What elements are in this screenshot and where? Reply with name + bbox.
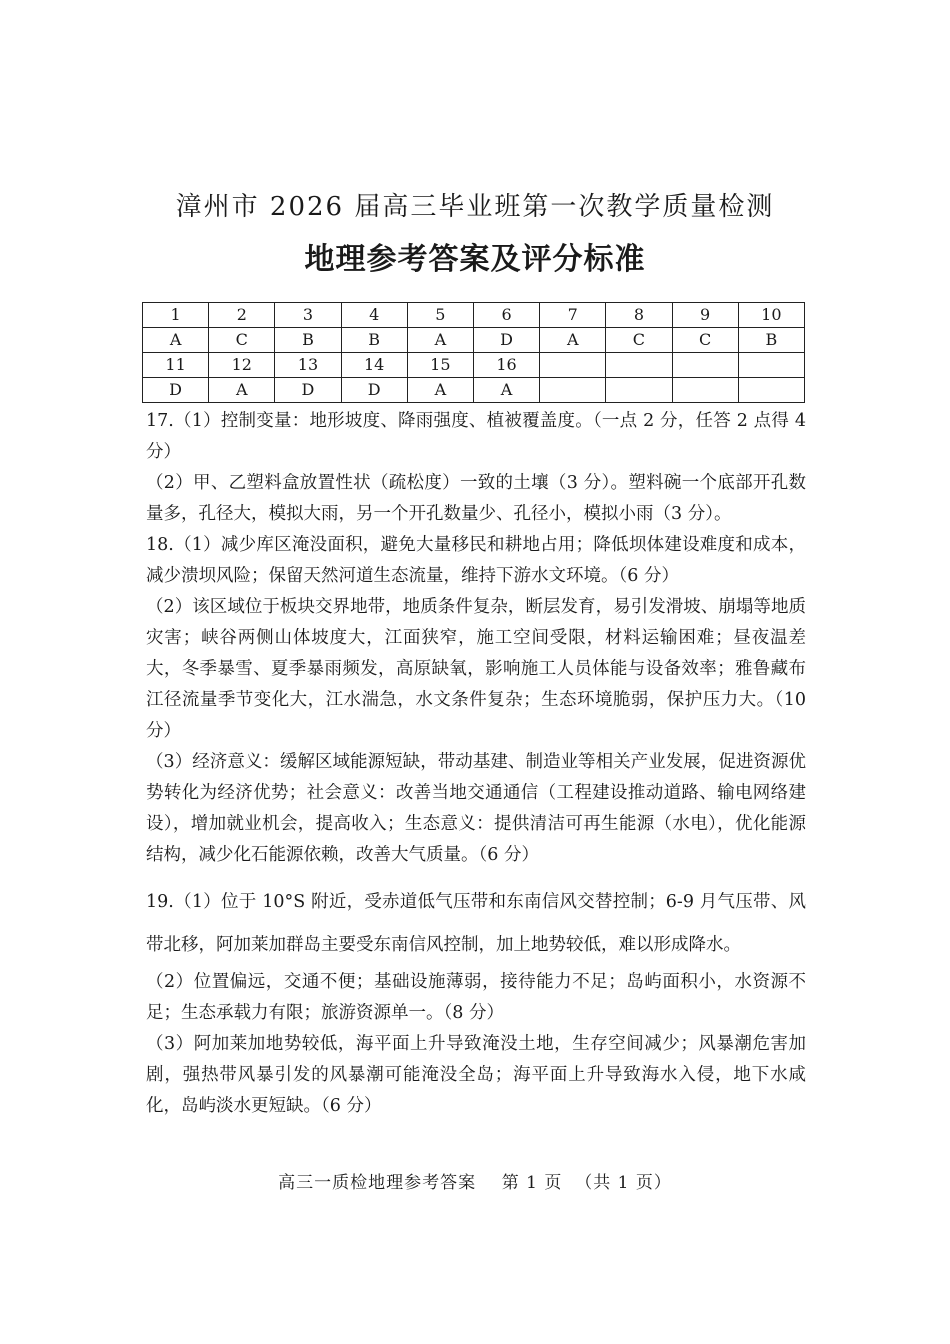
answer-table-cell: 4 [341,303,407,328]
answer-table-cell: 16 [473,353,539,378]
answer-table-cell: C [672,328,738,353]
answer-table-cell: 7 [540,303,606,328]
answer-table-cell [672,378,738,403]
answer-table-cell: D [341,378,407,403]
answer-table-cell: D [473,328,539,353]
exam-subtitle: 漳州市 2026 届高三毕业班第一次教学质量检测 [175,192,775,222]
q17-part1: 17.（1）控制变量：地形坡度、降雨强度、植被覆盖度。（一点 2 分，任答 2 点得 4 分） [146,411,806,462]
q18-part2: （2）该区域位于板块交界地带，地质条件复杂，断层发育，易引发滑坡、崩塌等地质灾害；峡谷两侧山体坡度大，江面狭窄，施工空间受限，材料运输困难；昼夜温差大，冬季暴雪、夏季暴雨频发，高原缺氧，影响施工人员体能与设备效率；雅鲁藏布江径流量季节变化大，江水湍急，水文条件复杂；生态环境脆弱，保护压力大。（10 分） [146,597,806,741]
answer-table-cell: 10 [738,303,804,328]
answer-table-cell: 8 [606,303,672,328]
answer-table-cell [540,353,606,378]
answer-table-cell: A [209,378,275,403]
answer-table-cell: 13 [275,353,341,378]
answer-table-row [143,353,805,378]
multiple-choice-answer-table [142,302,805,403]
answer-table-cell: 11 [143,353,209,378]
answer-table-row [143,303,805,328]
answer-table-row [143,378,805,403]
answer-table-cell: A [407,328,473,353]
answer-table-cell [540,378,606,403]
q18-part3: （3）经济意义：缓解区域能源短缺，带动基建、制造业等相关产业发展，促进资源优势转化为经济优势；社会意义：改善当地交通通信（工程建设推动道路、输电网络建设），增加就业机会，提高收入；生态意义：提供清洁可再生能源（水电），优化能源结构，减少化石能源依赖，改善大气质量。（6 分） [146,752,806,865]
answer-table-cell [606,378,672,403]
q18-part1: 18.（1）减少库区淹没面积，避免大量移民和耕地占用；降低坝体建设难度和成本，减少溃坝风险；保留天然河道生态流量，维持下游水文环境。（6 分） [146,535,806,586]
answer-table-cell: A [473,378,539,403]
answer-table-cell: 5 [407,303,473,328]
q17-part2: （2）甲、乙塑料盒放置性状（疏松度）一致的土壤（3 分）。塑料碗一个底部开孔数量多，孔径大，模拟大雨，另一个开孔数量少、孔径小，模拟小雨（3 分）。 [146,473,806,524]
q19-part2: （2）位置偏远，交通不便；基础设施薄弱，接待能力不足；岛屿面积小，水资源不足；生态承载力有限；旅游资源单一。（8 分） [146,972,806,1023]
answer-table-cell: C [606,328,672,353]
answer-table-cell: B [275,328,341,353]
answer-table-cell [738,378,804,403]
answer-table-cell: 12 [209,353,275,378]
q19-part1: 19.（1）位于 10°S 附近，受赤道低气压带和东南信风交替控制；6-9 月气压带、风带北移，阿加莱加群岛主要受东南信风控制，加上地势较低，难以形成降水。 [146,892,806,955]
answer-table-cell: 15 [407,353,473,378]
spacer [146,871,806,881]
page-footer: 高三一质检地理参考答案 第 1 页 （共 1 页） [278,1173,672,1193]
answer-table-cell [738,353,804,378]
answer-table-row [143,328,805,353]
answer-table-cell [672,353,738,378]
q19-part3: （3）阿加莱加地势较低，海平面上升导致淹没土地，生存空间减少；风暴潮危害加剧，强热带风暴引发的风暴潮可能淹没全岛；海平面上升导致海水入侵，地下水咸化，岛屿淡水更短缺。（6 分） [146,1034,806,1116]
page-title: 地理参考答案及评分标准 [304,242,646,277]
answer-table-cell: D [275,378,341,403]
answer-table-cell: 6 [473,303,539,328]
answer-body [146,406,806,1122]
answer-table-cell: C [209,328,275,353]
answer-table-cell: A [143,328,209,353]
answer-table-cell: D [143,378,209,403]
answer-table-cell: 3 [275,303,341,328]
answer-table-cell: 14 [341,353,407,378]
answer-table-cell: B [341,328,407,353]
answer-table-cell: B [738,328,804,353]
answer-table-cell: 9 [672,303,738,328]
answer-table-cell: 2 [209,303,275,328]
answer-table-cell [606,353,672,378]
answer-table-cell: 1 [143,303,209,328]
answer-table-cell: A [540,328,606,353]
answer-table-cell: A [407,378,473,403]
